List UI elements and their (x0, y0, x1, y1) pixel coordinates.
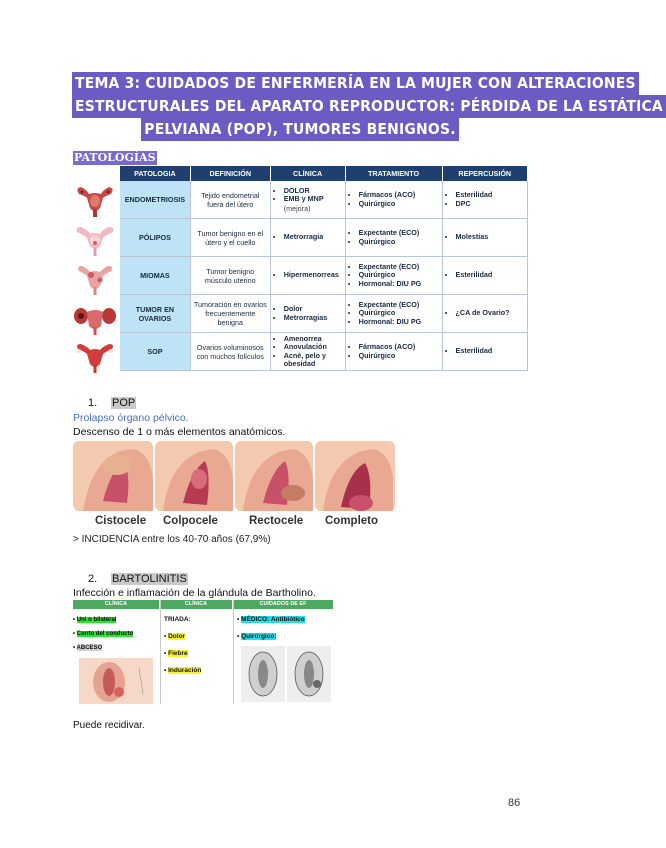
figure-label-rectocele: Rectocele (249, 515, 304, 527)
list-item: • Fármacos (ACO) (359, 191, 439, 200)
cell-patologia: MIOMAS (120, 257, 190, 295)
list-item: • Metrorragia (284, 233, 342, 242)
list-item: • Expectante (ECO) (359, 263, 439, 272)
list-item: • ¿CA de Ovario? (456, 309, 524, 318)
section-label-patologias: PATOLOGÍAS (74, 151, 156, 164)
cell-repercusion (442, 333, 527, 371)
list-item: • Fiebre (164, 650, 188, 657)
section-1-subtitle: Prolapso órgano pélvico. (73, 412, 189, 424)
list-item: • Induración (164, 667, 202, 674)
uterus-pcos-illustration (73, 340, 117, 374)
incidence-text: > INCIDENCIA entre los 40-70 años (67,9%) (73, 534, 271, 545)
list-item: • Esterilidad (456, 271, 524, 280)
bartholin-header-clinica-2: CLÍNICA (160, 600, 232, 609)
list-item: • Fármacos (ACO) (359, 343, 439, 352)
cell-clinica (270, 219, 345, 257)
recurrence-note: Puede recidivar. (73, 720, 145, 731)
list-item: • Hipermenorreas (284, 271, 342, 280)
cell-repercusion (442, 181, 527, 219)
list-item: • MÉDICO: Antibiótico (237, 616, 305, 623)
list-item: • Dolor (284, 305, 342, 314)
cell-definicion: Tumoración en ovarios frecuentemente benigna (190, 295, 270, 333)
section-2-label: BARTOLINITIS (112, 573, 187, 585)
list-item: • Esterilidad (456, 347, 524, 356)
uterus-ovarian-tumor-illustration (73, 302, 117, 336)
list-item: • Molestias (456, 233, 524, 242)
list-item: • Conto del conducto (73, 631, 134, 637)
cell-definicion: Ovarios voluminosos con muchos folículos (190, 333, 270, 371)
list-item: • Anovulación (284, 343, 342, 352)
surgery-illustrations (241, 646, 331, 702)
section-2-number: 2. (88, 573, 98, 585)
section-1-label: POP (112, 397, 136, 409)
list-item: • Quirúrgico (359, 200, 439, 209)
figure-label-completo: Completo (325, 515, 379, 527)
triada-title: TRIADA: (164, 616, 191, 623)
cell-clinica (270, 295, 345, 333)
cell-clinica (270, 333, 345, 371)
uterus-polyps-illustration (73, 224, 117, 258)
section-1-heading (111, 397, 136, 409)
list-item: • Amenorrea (284, 335, 342, 344)
cell-clinica (270, 181, 345, 219)
title-line-3: PELVIANA (POP), TUMORES BENIGNOS. (144, 120, 456, 138)
completo-illustration (315, 441, 395, 511)
figure-label-colpocele: Colpocele (163, 515, 218, 527)
table-row (120, 219, 528, 257)
list-item: • Hormonal: DIU PG (359, 280, 439, 289)
col-header-tratamiento: TRATAMIENTO (345, 166, 442, 181)
page-number: 86 (508, 797, 521, 809)
col-header-definicion: DEFINICIÓN (190, 166, 270, 181)
col-header-clinica: CLÍNICA (270, 166, 345, 181)
cell-tratamiento (345, 257, 442, 295)
table-row (120, 181, 528, 219)
list-item: • Quirúrgico (359, 352, 439, 361)
cell-patologia: TUMOR EN OVARIOS (120, 295, 190, 333)
list-item: • Expectante (ECO) (359, 229, 439, 238)
list-item: • Dolor (164, 633, 186, 640)
bartholin-header-cuidados: CUIDADOS DE EF (233, 600, 333, 609)
cell-clinica (270, 257, 345, 295)
cell-repercusion (442, 219, 527, 257)
table-row (120, 295, 528, 333)
list-item: • Acné, pelo y obesidad (284, 352, 342, 369)
list-item: • Quirúrgico (359, 271, 439, 280)
table-row (120, 257, 528, 295)
cell-repercusion (442, 295, 527, 333)
list-item: • DOLOR (284, 187, 342, 196)
cell-repercusion (442, 257, 527, 295)
cell-tratamiento (345, 219, 442, 257)
divider (233, 600, 234, 704)
list-item: • Expectante (ECO) (359, 301, 439, 310)
table-row (120, 333, 528, 371)
list-item: • Quirúrgico (359, 309, 439, 318)
section-1-number: 1. (88, 397, 98, 409)
bartholin-header-clinica-1: CLÍNICA (73, 600, 159, 609)
cell-patologia: SOP (120, 333, 190, 371)
page-title (72, 72, 663, 141)
clinica-note: (mejora) (283, 203, 311, 213)
list-item: • Uni o bilateral (73, 617, 117, 623)
list-item: • DPC (456, 200, 524, 209)
pathology-table (120, 166, 528, 371)
bartholin-table (73, 600, 333, 704)
cell-tratamiento (345, 333, 442, 371)
col-header-patologia: PATOLOGIA (120, 166, 190, 181)
cell-definicion: Tumor benigno en el útero y el cuello (190, 219, 270, 257)
section-2-description: Infección e inflamación de la glándula de Bartholino. (73, 587, 316, 599)
list-item: • Quirúrgico (359, 238, 439, 247)
divider (160, 600, 161, 704)
title-line-1: TEMA 3: CUIDADOS DE ENFERMERÍA EN LA MUJER CON ALTERACIONES (75, 74, 636, 92)
list-item: • Esterilidad (456, 191, 524, 200)
list-item: • Hormonal: DIU PG (359, 318, 439, 327)
cell-patologia: PÓLIPOS (120, 219, 190, 257)
rectocele-illustration (235, 441, 313, 511)
list-item: • EMB y MNP (284, 195, 342, 204)
cistocele-illustration (73, 441, 153, 511)
uterus-endometriosis-illustration (73, 184, 117, 218)
title-line-2: ESTRUCTURALES DEL APARATO REPRODUCTOR: PÉRDIDA DE LA ESTÁTICA (75, 97, 663, 115)
list-item: • Quirúrgico: (237, 633, 277, 640)
cell-tratamiento (345, 181, 442, 219)
cell-tratamiento (345, 295, 442, 333)
uterus-myomas-illustration (73, 262, 117, 296)
colpocele-illustration (155, 441, 233, 511)
section-1-description: Descenso de 1 o más elementos anatómicos. (73, 426, 286, 438)
vulva-illustration (79, 658, 153, 704)
list-item: • Metrorragias (284, 314, 342, 323)
cell-patologia: ENDOMETRIOSIS (120, 181, 190, 219)
col-header-repercusion: REPERCUSIÓN (442, 166, 527, 181)
figure-label-cistocele: Cistocele (95, 515, 147, 527)
cell-definicion: Tumor benigno músculo uterino (190, 257, 270, 295)
list-item: • ABCESO (73, 645, 103, 651)
section-2-heading (111, 573, 188, 585)
cell-definicion: Tejido endometrial fuera del útero (190, 181, 270, 219)
